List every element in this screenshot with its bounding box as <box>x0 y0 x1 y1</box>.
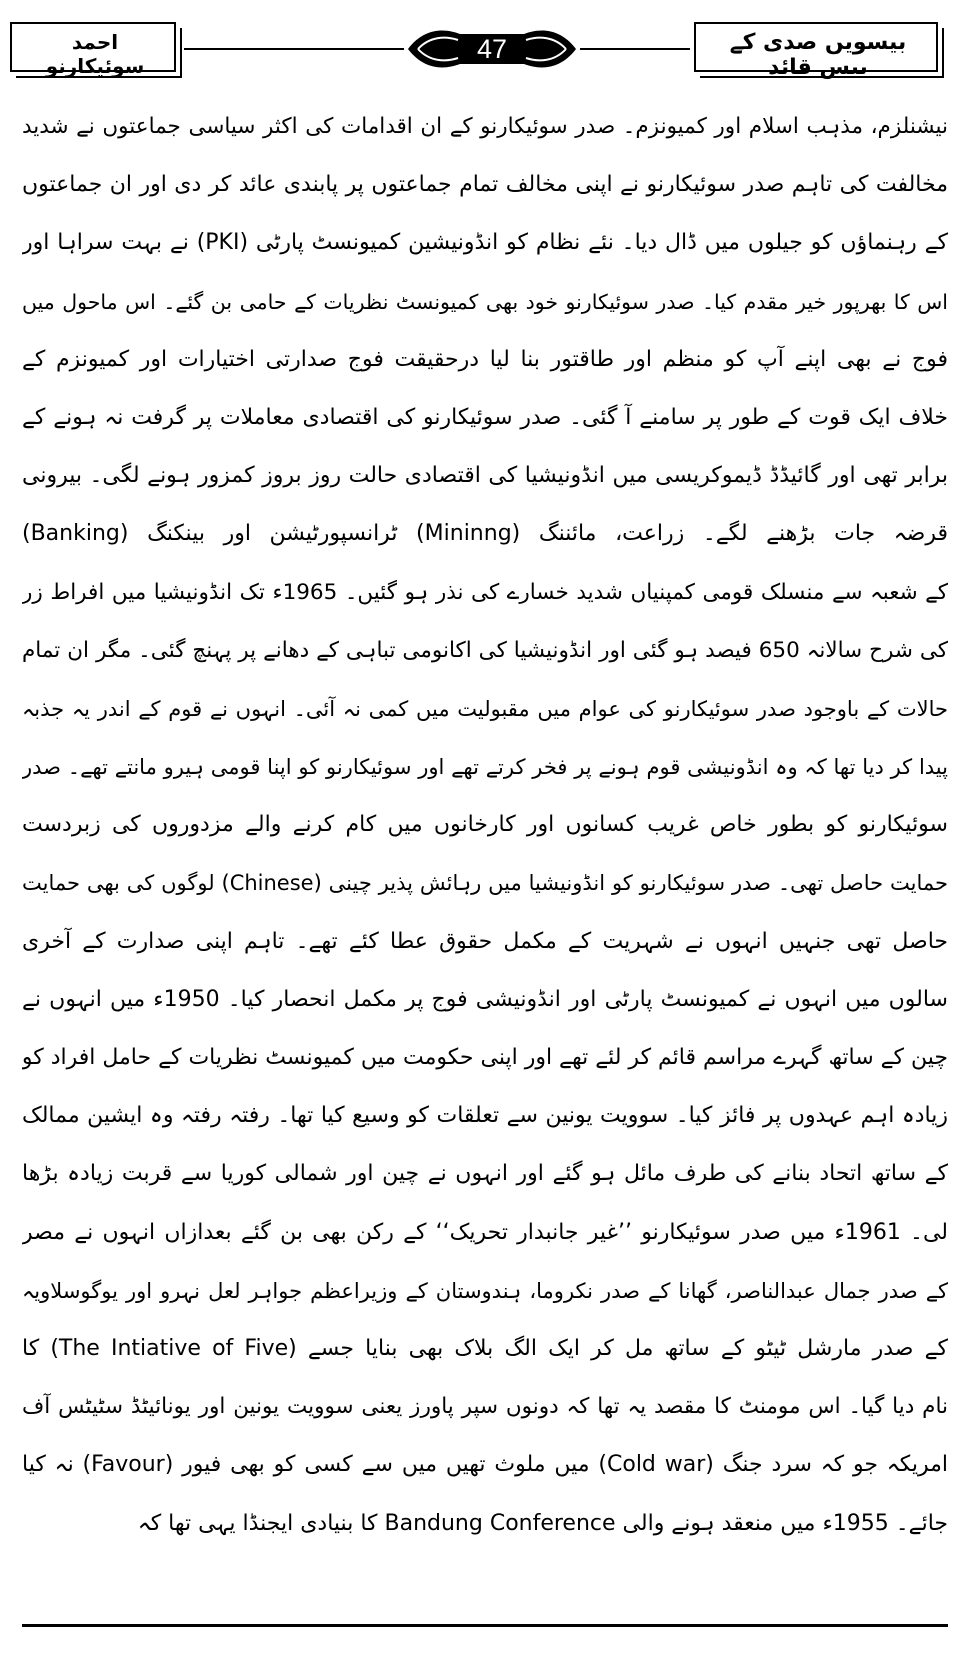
text-line: جائے۔ 1955ء میں منعقد ہونے والی Bandung Conference کا بنیادی ایجنڈا یہی تھا کہ <box>137 1510 948 1536</box>
text-line: کے ساتھ اتحاد بنانے کی طرف مائل ہو گئے اور انہوں نے چین اور شمالی کوریا سے قربت زیادہ بڑھا <box>22 1161 948 1187</box>
text-line: برابر تھی اور گائیڈڈ ڈیموکریسی میں انڈونیشیا کی اقتصادی حالت روز بروز کمزور ہونے لگی۔ بیرونی <box>22 463 948 489</box>
text-line: نیشنلزم، مذہب اسلام اور کمیونزم۔ صدر سوئیکارنو کے ان اقدامات کی اکثر سیاسی جماعتوں نے شدید <box>22 114 948 139</box>
page-header <box>0 0 968 100</box>
text-line: قرضہ جات بڑھنے لگے۔ زراعت، مائننگ (Mininng) ٹرانسپورٹیشن اور بینکنگ (Banking) <box>22 521 948 547</box>
text-line: کے شعبہ سے منسلک قومی کمپنیاں شدید خسارے کی نذر ہو گئیں۔ 1965ء تک انڈونیشیا میں افراط زر <box>22 579 948 605</box>
text-line: حاصل تھی جنہیں انہوں نے شہریت کے مکمل حقوق عطا کئے تھے۔ تاہم اپنی صدارت کے آخری <box>22 928 948 954</box>
text-line: کے رہنماؤں کو جیلوں میں ڈال دیا۔ نئے نظام کو انڈونیشین کمیونسٹ پارٹی (PKI) نے بہت سراہا اور <box>22 230 948 256</box>
header-rule-right <box>580 48 690 50</box>
header-rule-left <box>184 48 404 50</box>
text-line: لی۔ 1961ء میں صدر سوئیکارنو ’’غیر جانبدار تحریک‘‘ کے رکن بھی بن گئے بعدازاں انہوں نے مصر <box>22 1219 948 1245</box>
footer-rule <box>22 1624 948 1627</box>
page-number-badge <box>404 22 580 76</box>
text-line: زیادہ اہم عہدوں پر فائز کیا۔ سوویت یونین سے تعلقات کو وسیع کیا تھا۔ رفتہ رفتہ وہ ایشین ممالک <box>22 1103 948 1129</box>
page-number: 47 <box>476 34 508 64</box>
text-line: کے صدر مارشل ٹیٹو کے ساتھ مل کر ایک الگ بلاک بھی بنایا جسے (The Intiative of Five) کا <box>22 1335 948 1361</box>
text-line: نام دیا گیا۔ اس مومنٹ کا مقصد یہ تھا کہ دونوں سپر پاورز یعنی سوویت یونین اور یونائیٹڈ سٹیٹس آف <box>22 1394 948 1420</box>
text-line: فوج نے بھی اپنے آپ کو منظم اور طاقتور بنا لیا درحقیقت فوج صدارتی اختیارات اور کمیونزم کے <box>22 346 948 372</box>
chapter-title: احمد سوئیکارنو <box>45 30 145 78</box>
text-line: سالوں میں انہوں نے کمیونسٹ پارٹی اور انڈونیشی فوج پر مکمل انحصار کیا۔ 1950ء میں انہوں نے <box>22 986 948 1012</box>
text-line: کے صدر جمال عبدالناصر، گھانا کے صدر نکروما، ہندوستان کے وزیراعظم جواہر لعل نہرو اور یوگوسلاویہ <box>22 1278 948 1303</box>
text-line: حالات کے باوجود صدر سوئیکارنو کی عوام میں مقبولیت میں کمی نہ آئی۔ انہوں نے قوم کے اندر یہ جذبہ <box>22 696 948 721</box>
book-title: بیسویں صدی کے بیس قائد <box>729 30 907 80</box>
text-line: امریکہ جو کہ سرد جنگ (Cold war) میں ملوث تھیں میں سے کسی کو بھی فیور (Favour) نہ کیا <box>22 1452 948 1478</box>
text-line: کی شرح سالانہ 650 فیصد ہو گئی اور انڈونیشیا کی اکانومی تباہی کے دھانے پر پہنچ گئی۔ مگر ان تمام <box>22 637 948 663</box>
text-line: خلاف ایک قوت کے طور پر سامنے آ گئی۔ صدر سوئیکارنو کی اقتصادی معاملات پر گرفت نہ ہونے کے <box>22 404 948 430</box>
text-line: اس کا بھرپور خیر مقدم کیا۔ صدر سوئیکارنو خود بھی کمیونسٹ نظریات کے حامی بن گئے۔ اس ماحول میں <box>22 289 948 314</box>
article-body <box>22 98 948 1553</box>
text-line: سوئیکارنو کو بطور خاص غریب کسانوں اور کارخانوں میں کام کرنے والے مزدوروں کی زبردست <box>22 812 948 838</box>
text-line: چین کے ساتھ گہرے مراسم قائم کر لئے تھے اور اپنی حکومت میں کمیونسٹ نظریات کے حامل افراد کو <box>22 1045 948 1070</box>
text-line: مخالفت کی تاہم صدر سوئیکارنو نے اپنی مخالف تمام جماعتوں پر پابندی عائد کر دی اور ان جماعتوں <box>22 172 948 198</box>
text-line: پیدا کر دیا تھا کہ وہ انڈونیشی قوم ہونے پر فخر کرتے تھے اور سوئیکارنو کو اپنا قومی ہیرو مانتے تھے۔ صدر <box>22 755 948 780</box>
text-line: حمایت حاصل تھی۔ صدر سوئیکارنو کو انڈونیشیا میں رہائش پذیر چینی (Chinese) لوگوں کی بھی حمایت <box>22 871 948 896</box>
